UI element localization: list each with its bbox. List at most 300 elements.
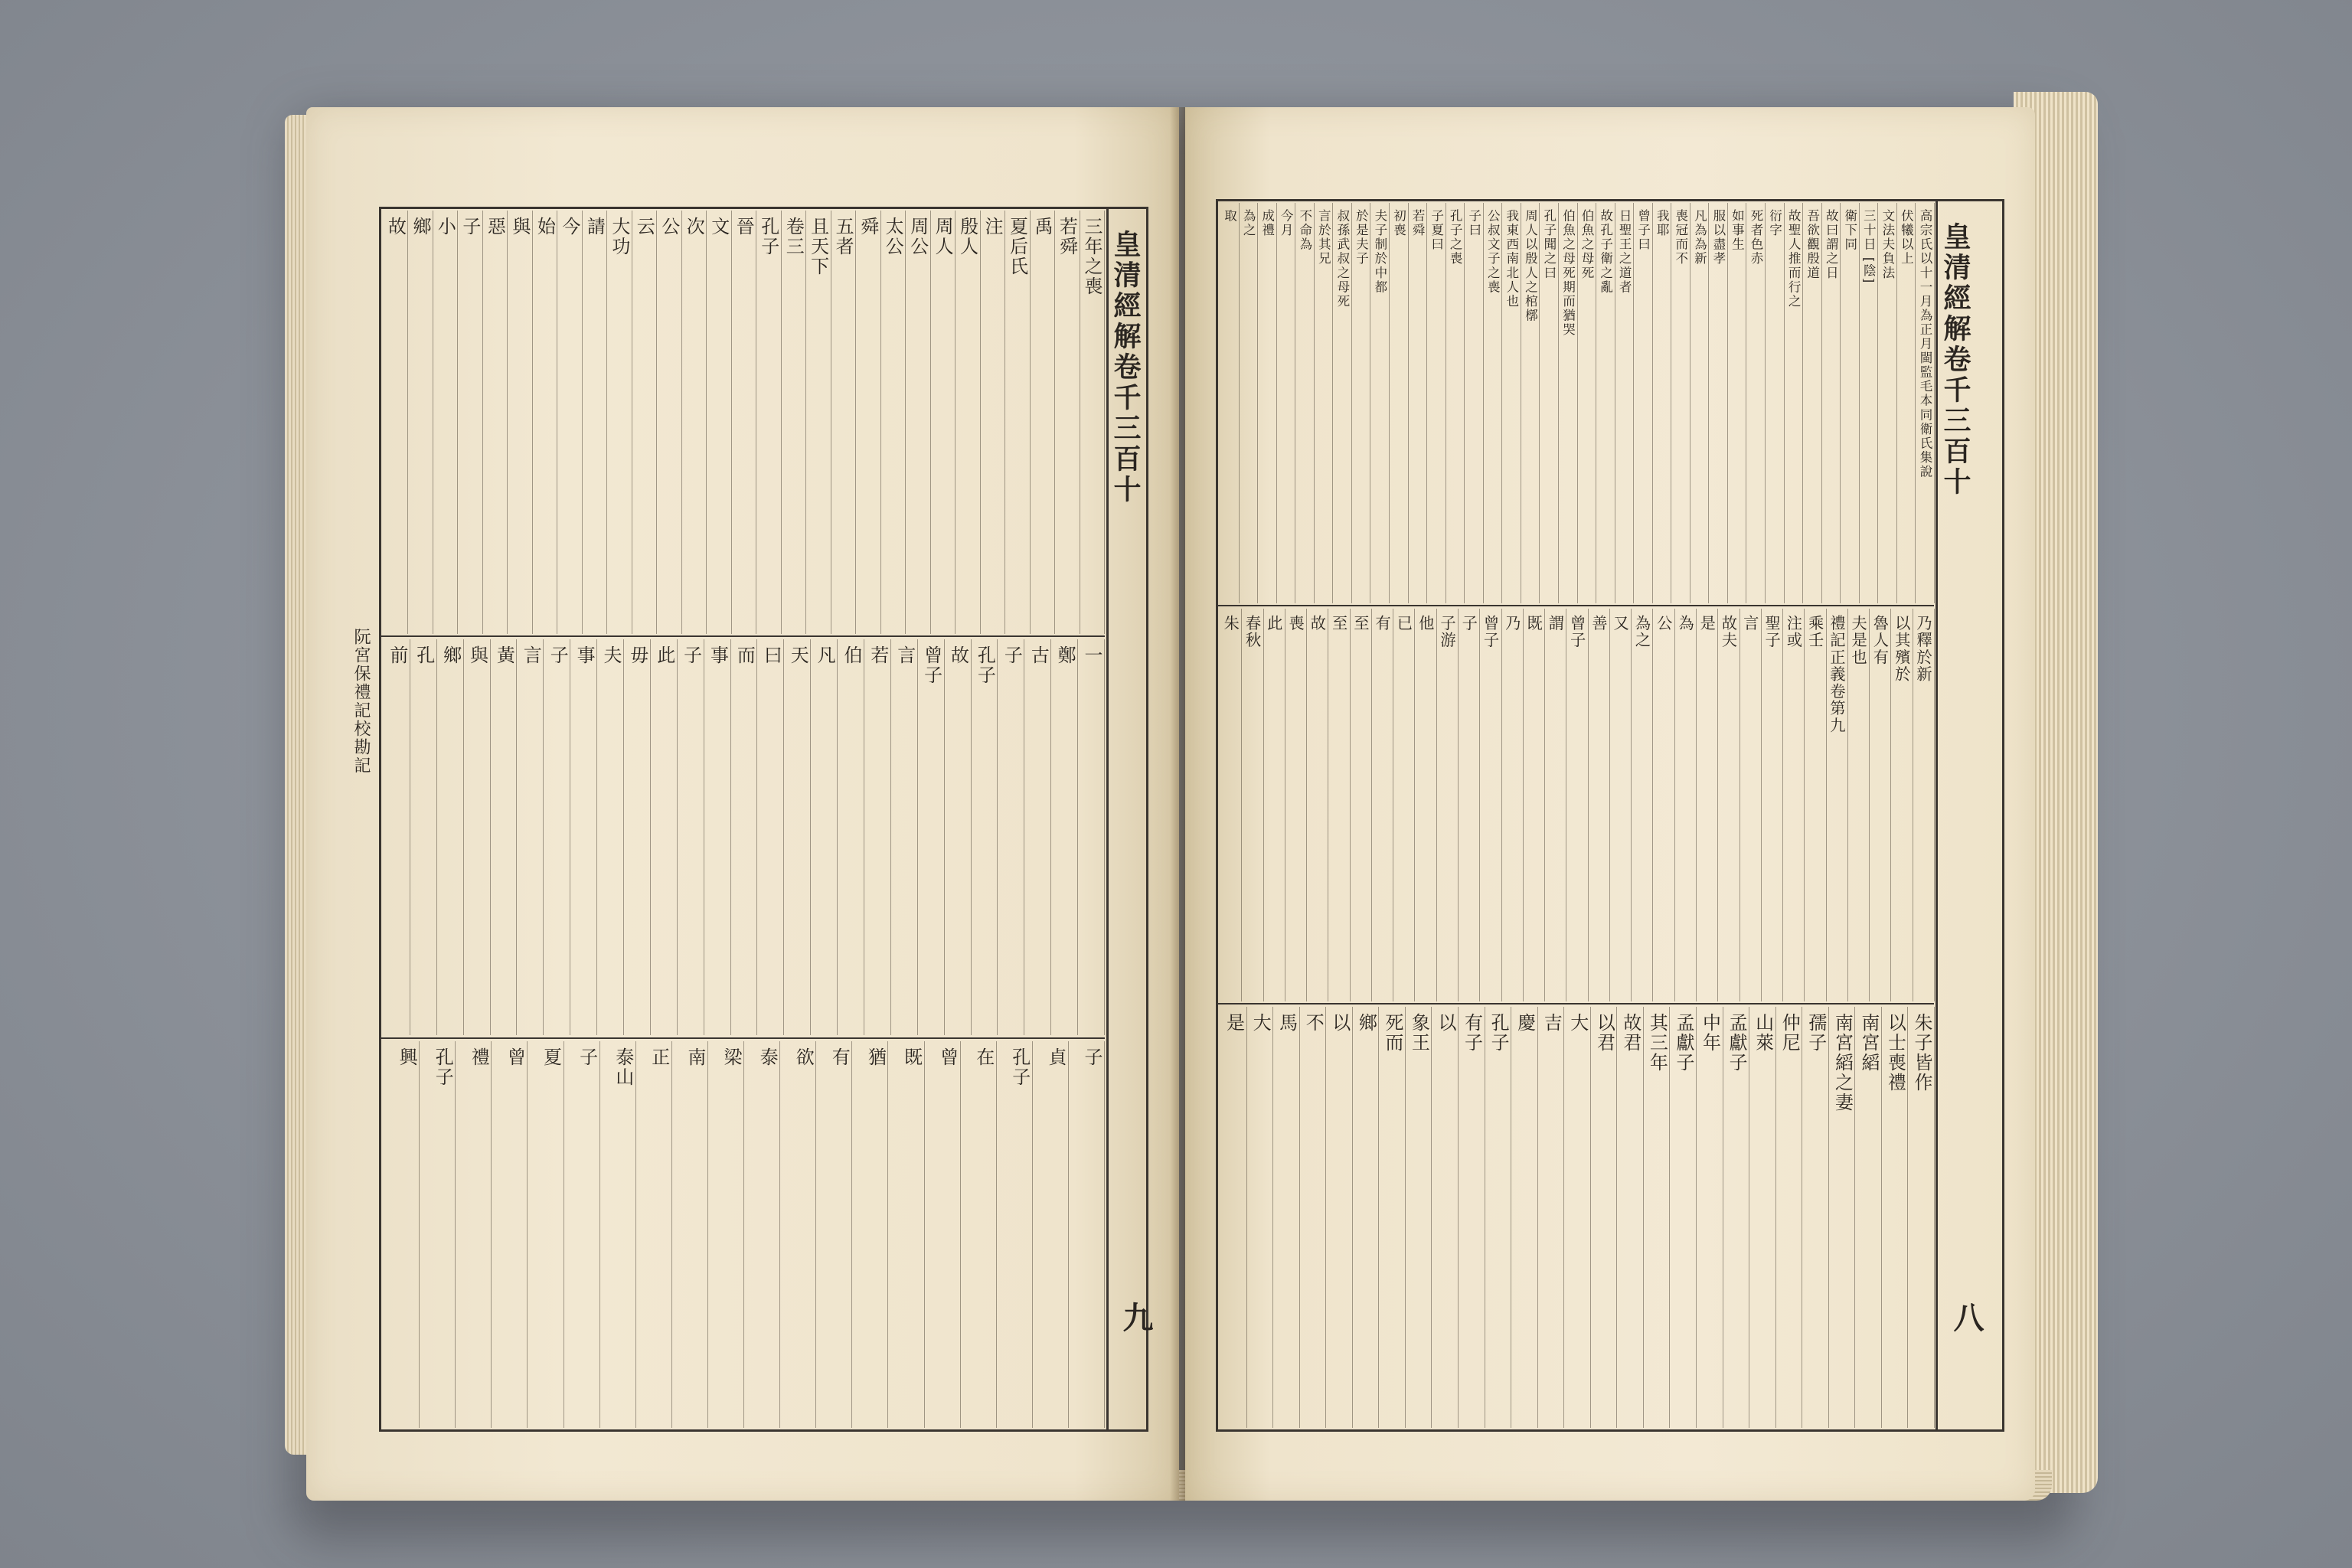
column-rule [1544, 609, 1545, 1001]
column-rule [1890, 609, 1891, 1001]
text-column: 朱子皆作 [1910, 1013, 1932, 1093]
left-folio: 九 [1118, 1302, 1154, 1332]
text-column: 子 [459, 217, 481, 237]
text-column: 故君 [1619, 1013, 1642, 1053]
text-column: 大 [1566, 1013, 1589, 1033]
column-rule [482, 211, 483, 634]
column-rule [997, 639, 998, 1035]
text-column: 故 [1308, 615, 1327, 632]
column-rule [543, 639, 544, 1035]
left-page [306, 107, 1179, 1501]
text-column: 子夏曰 [1429, 209, 1444, 252]
text-column: 興 [396, 1047, 418, 1067]
column-rule [1352, 1007, 1353, 1428]
text-column: 善 [1589, 615, 1608, 632]
text-column: 以君 [1593, 1013, 1615, 1053]
text-column: 子 [1459, 615, 1478, 632]
text-column: 南宮縚 [1857, 1013, 1880, 1073]
column-rule [516, 639, 517, 1035]
column-rule [1241, 609, 1242, 1001]
column-rule [887, 1041, 888, 1428]
text-column: 猶 [864, 1047, 887, 1067]
text-column: 子曰 [1466, 209, 1481, 238]
column-rule [890, 639, 891, 1035]
text-column: 南宮縚之妻 [1831, 1013, 1854, 1112]
text-column: 他 [1416, 615, 1435, 632]
column-rule [1523, 609, 1524, 1001]
text-column: 伏犧以上 [1899, 209, 1914, 266]
text-column: 太公 [882, 217, 904, 256]
text-column: 而 [733, 645, 756, 665]
column-rule [1257, 203, 1258, 603]
column-rule [743, 1041, 744, 1428]
column-rule [1539, 203, 1540, 603]
text-column: 三十日 [陰] [1861, 209, 1877, 285]
text-column: 周人以殷人之棺槨 [1523, 209, 1538, 323]
column-rule [1501, 203, 1502, 603]
text-column: 小 [434, 217, 456, 237]
column-rule [527, 1041, 528, 1428]
text-column: 孔子 [757, 217, 779, 256]
column-rule [623, 639, 624, 1035]
column-rule [731, 211, 732, 634]
column-rule [1896, 203, 1897, 603]
text-column: 以士喪禮 [1884, 1013, 1906, 1093]
text-column: 有子 [1461, 1013, 1483, 1053]
column-rule [1761, 609, 1762, 1001]
text-column: 文 [707, 217, 730, 237]
column-rule [1708, 203, 1709, 603]
column-rule [1030, 211, 1031, 634]
column-rule [1378, 1007, 1379, 1428]
text-column: 公 [1654, 615, 1673, 632]
text-column: 鄭 [1054, 645, 1076, 665]
text-column: 不 [1302, 1013, 1325, 1033]
column-rule [1272, 1007, 1273, 1428]
text-column: 在 [972, 1047, 995, 1067]
text-column: 言於其兄 [1316, 209, 1331, 266]
text-column: 故 [947, 645, 969, 665]
text-column: 曾子 [1481, 615, 1500, 649]
column-rule [1351, 203, 1352, 603]
text-column: 鄉 [409, 217, 431, 237]
text-column: 象王 [1408, 1013, 1430, 1053]
column-rule [507, 211, 508, 634]
column-rule [779, 1041, 780, 1428]
text-column: 言 [520, 645, 542, 665]
column-rule [1934, 203, 1935, 603]
column-rule [1431, 1007, 1432, 1428]
text-column: 始 [534, 217, 556, 237]
column-rule [1299, 1007, 1300, 1428]
column-rule [1350, 609, 1351, 1001]
text-column: 有 [1373, 615, 1392, 632]
column-rule [707, 1041, 708, 1428]
text-column: 禮記正義卷第九 [1827, 615, 1846, 734]
column-rule [955, 211, 956, 634]
text-column: 死而 [1381, 1013, 1403, 1053]
left-running-title: 皇清經解卷千三百十 [1109, 230, 1142, 505]
text-column: 孔子 [432, 1047, 454, 1087]
column-rule [960, 1041, 961, 1428]
text-column: 以其殯於 [1892, 615, 1911, 684]
text-column: 謂 [1546, 615, 1565, 632]
column-rule [1458, 1007, 1459, 1428]
column-rule [1821, 203, 1822, 603]
column-rule [1652, 203, 1653, 603]
text-column: 若舜 [1410, 209, 1426, 238]
text-column: 至 [1351, 615, 1370, 632]
column-rule [650, 639, 651, 1035]
column-rule [1881, 1007, 1882, 1428]
column-rule [855, 211, 856, 634]
text-column: 曰 [760, 645, 782, 665]
left-divider-1 [381, 635, 1105, 637]
column-rule [1314, 203, 1315, 603]
text-column: 今 [558, 217, 580, 237]
text-column: 乃釋於新 [1913, 615, 1932, 684]
text-column: 欲 [792, 1047, 815, 1067]
text-column: 晉 [733, 217, 755, 237]
column-rule [656, 211, 657, 634]
column-rule [1050, 639, 1051, 1035]
text-column: 注或 [1784, 615, 1803, 649]
text-column: 子 [1001, 645, 1023, 665]
column-rule [606, 211, 607, 634]
column-rule [1436, 609, 1437, 1001]
column-rule [1239, 203, 1240, 603]
column-rule [1674, 609, 1675, 1001]
column-rule [1802, 203, 1803, 603]
column-rule [851, 1041, 852, 1428]
text-column: 子 [576, 1047, 598, 1067]
text-column: 禹 [1031, 217, 1054, 237]
text-column: 孔子之喪 [1448, 209, 1463, 266]
column-rule [1104, 211, 1105, 634]
column-rule [1775, 1007, 1776, 1428]
column-rule [532, 211, 533, 634]
text-column: 死者色赤 [1749, 209, 1764, 266]
column-rule [815, 1041, 816, 1428]
text-column: 殷人 [956, 217, 978, 256]
column-rule [1616, 1007, 1617, 1428]
text-column: 古 [1027, 645, 1050, 665]
text-column: 正 [648, 1047, 670, 1067]
column-rule [436, 639, 437, 1035]
text-column: 公 [658, 217, 680, 237]
text-column: 我東西南北人也 [1504, 209, 1519, 309]
column-rule [1325, 1007, 1326, 1428]
text-column: 云 [633, 217, 655, 237]
text-column: 喪冠而不 [1673, 209, 1688, 266]
column-rule [756, 639, 757, 1035]
text-column: 故夫 [1719, 615, 1738, 649]
column-rule [1784, 203, 1785, 603]
text-column: 吾欲觀殷道 [1805, 209, 1820, 280]
text-column: 不命為 [1297, 209, 1312, 252]
column-rule [1558, 203, 1559, 603]
text-column: 鄉 [1355, 1013, 1377, 1033]
column-rule [1068, 1041, 1069, 1428]
text-column: 請 [583, 217, 606, 237]
column-rule [1804, 609, 1805, 1001]
column-rule [917, 639, 918, 1035]
column-rule [730, 639, 731, 1035]
text-column: 既 [900, 1047, 923, 1067]
column-rule [1577, 203, 1578, 603]
text-column: 曾子 [1567, 615, 1586, 649]
column-rule [1840, 203, 1841, 603]
text-column: 吉 [1540, 1013, 1563, 1033]
column-rule [996, 1041, 997, 1428]
text-column: 有 [828, 1047, 851, 1067]
column-rule [1004, 211, 1005, 634]
text-column: 此 [653, 645, 675, 665]
text-column: 馬 [1276, 1013, 1298, 1033]
column-rule [1263, 609, 1264, 1001]
column-rule [1501, 609, 1502, 1001]
column-rule [1609, 609, 1610, 1001]
text-column: 夫是也 [1849, 615, 1868, 666]
text-column: 曾子曰 [1635, 209, 1651, 252]
column-rule [1405, 1007, 1406, 1428]
column-rule [677, 639, 678, 1035]
text-column: 喪 [1286, 615, 1305, 632]
text-column: 周公 [906, 217, 929, 256]
text-column: 孔 [413, 645, 435, 665]
column-rule [1877, 203, 1878, 603]
text-column: 凡 [814, 645, 836, 665]
column-rule [1631, 609, 1632, 1001]
text-column: 若舜 [1056, 217, 1078, 256]
column-rule [971, 639, 972, 1035]
text-column: 乃 [1502, 615, 1521, 632]
text-column: 南 [684, 1047, 706, 1067]
text-column: 於是夫子 [1354, 209, 1369, 266]
column-rule [681, 211, 682, 634]
text-column: 子 [1080, 1047, 1102, 1067]
column-rule [1426, 203, 1427, 603]
left-title-divider [1106, 207, 1109, 1432]
column-rule [1306, 609, 1307, 1001]
text-column: 大功 [608, 217, 630, 256]
text-column: 言 [1740, 615, 1759, 632]
column-rule [491, 1041, 492, 1428]
text-column: 泰山 [612, 1047, 634, 1087]
column-rule [805, 211, 806, 634]
column-rule [980, 211, 981, 634]
column-rule [1104, 1041, 1105, 1428]
column-rule [837, 639, 838, 1035]
text-column: 為之 [1241, 209, 1256, 238]
text-column: 與 [466, 645, 488, 665]
text-column: 夏后氏 [1006, 217, 1028, 276]
text-column: 已 [1394, 615, 1413, 632]
column-rule [1915, 203, 1916, 603]
text-column: 禮 [468, 1047, 490, 1067]
column-rule [905, 211, 906, 634]
text-column: 事 [707, 645, 729, 665]
text-column: 天 [787, 645, 809, 665]
column-rule [1869, 609, 1870, 1001]
text-column: 故孔子衛之亂 [1598, 209, 1613, 295]
text-column: 子游 [1437, 615, 1456, 649]
column-rule [706, 211, 707, 634]
text-column: 為之 [1632, 615, 1651, 649]
text-column: 三年之喪 [1080, 217, 1102, 296]
text-column: 黃 [493, 645, 515, 665]
text-column: 注 [982, 217, 1004, 237]
text-column: 大 [1250, 1013, 1272, 1033]
text-column: 曾子 [920, 645, 942, 685]
text-column: 既 [1524, 615, 1544, 632]
column-rule [1332, 203, 1333, 603]
text-column: 次 [683, 217, 705, 237]
text-column: 仲尼 [1779, 1013, 1801, 1053]
column-rule [1643, 1007, 1644, 1428]
column-rule [1464, 203, 1465, 603]
text-column: 孟獻子 [1726, 1013, 1748, 1073]
text-column: 凡為為新 [1692, 209, 1707, 266]
text-column: 且天下 [807, 217, 829, 276]
text-column: 至 [1329, 615, 1348, 632]
column-rule [1588, 609, 1589, 1001]
column-rule [1633, 203, 1634, 603]
text-column: 夫 [599, 645, 622, 665]
text-column: 子 [680, 645, 702, 665]
column-rule [1859, 203, 1860, 603]
right-running-title: 皇清經解卷千三百十 [1939, 222, 1971, 498]
column-rule [1483, 203, 1484, 603]
text-column: 我耶 [1655, 209, 1670, 238]
column-rule [1414, 609, 1415, 1001]
column-rule [1371, 609, 1372, 1001]
column-rule [463, 639, 464, 1035]
column-rule [1828, 1007, 1829, 1428]
text-column: 日聖王之道者 [1617, 209, 1632, 295]
column-rule [1934, 1007, 1935, 1428]
column-rule [1276, 203, 1277, 603]
column-rule [1077, 639, 1078, 1035]
column-rule [1727, 203, 1728, 603]
text-column: 此 [1264, 615, 1283, 632]
text-column: 孔子 [1008, 1047, 1031, 1087]
column-rule [1907, 1007, 1908, 1428]
column-rule [810, 639, 811, 1035]
text-column: 曾 [936, 1047, 959, 1067]
text-column: 成禮 [1259, 209, 1275, 238]
text-column: 取 [1222, 209, 1237, 224]
text-column: 故 [384, 217, 407, 237]
left-side-label: 阮宮保禮記校勘記 [351, 628, 371, 775]
column-rule [1934, 609, 1935, 1001]
right-folio: 八 [1949, 1302, 1984, 1332]
text-column: 慶 [1514, 1013, 1536, 1033]
column-rule [1826, 609, 1827, 1001]
text-column: 叔孫武叔之母死 [1334, 209, 1350, 309]
text-column: 伯魚之母死 [1579, 209, 1595, 280]
text-column: 為 [1675, 615, 1694, 632]
text-column: 高宗氏以十一月為正月閩監毛本同衛氏集說 [1917, 209, 1932, 479]
text-column: 與 [508, 217, 531, 237]
column-rule [930, 211, 931, 634]
text-column: 衍字 [1767, 209, 1782, 238]
text-column: 公叔文子之喪 [1485, 209, 1501, 295]
column-rule [490, 639, 491, 1035]
column-rule [1765, 203, 1766, 603]
text-column: 魯人有 [1870, 615, 1890, 666]
column-rule [599, 1041, 600, 1428]
column-rule [1717, 609, 1718, 1001]
column-rule [455, 1041, 456, 1428]
text-column: 服以盡孝 [1710, 209, 1726, 266]
text-column: 故聖人推而行之 [1786, 209, 1802, 309]
text-column: 夏 [540, 1047, 562, 1067]
text-column: 孟獻子 [1672, 1013, 1694, 1073]
column-rule [407, 211, 408, 634]
column-rule [596, 639, 597, 1035]
text-column: 舜 [857, 217, 879, 237]
column-rule [1537, 1007, 1538, 1428]
text-column: 前 [386, 645, 408, 665]
text-column: 孔子聞之曰 [1541, 209, 1557, 280]
text-column: 夫子制於中都 [1372, 209, 1387, 295]
text-column: 文法夫負法 [1880, 209, 1895, 280]
text-column: 以 [1434, 1013, 1456, 1033]
column-rule [1854, 1007, 1855, 1428]
text-column: 乘壬 [1805, 615, 1824, 649]
column-rule [1563, 1007, 1564, 1428]
column-rule [1847, 609, 1848, 1001]
text-column: 其三年 [1646, 1013, 1668, 1073]
column-rule [1408, 203, 1409, 603]
column-rule [1652, 609, 1653, 1001]
text-column: 伯 [840, 645, 862, 665]
column-rule [1458, 609, 1459, 1001]
column-rule [1669, 1007, 1670, 1428]
column-rule [1590, 1007, 1591, 1428]
column-rule [1696, 609, 1697, 1001]
column-rule [1389, 203, 1390, 603]
text-column: 一 [1080, 645, 1102, 665]
text-column: 孔子 [1488, 1013, 1510, 1053]
text-column: 故曰謂之日 [1824, 209, 1839, 280]
text-column: 如事生 [1730, 209, 1745, 252]
text-column: 曾 [504, 1047, 526, 1067]
column-rule [1479, 609, 1480, 1001]
column-rule [924, 1041, 925, 1428]
text-column: 伯魚之母死期而猶哭 [1560, 209, 1576, 337]
column-rule [1696, 1007, 1697, 1428]
text-column: 卷三 [782, 217, 805, 256]
text-column: 鄉 [439, 645, 462, 665]
column-rule [419, 1041, 420, 1428]
text-column: 又 [1611, 615, 1630, 632]
text-column: 春秋 [1243, 615, 1262, 649]
text-column: 衛下同 [1842, 209, 1857, 252]
text-column: 惡 [484, 217, 506, 237]
left-divider-2 [381, 1037, 1105, 1039]
text-column: 山萊 [1752, 1013, 1774, 1053]
column-rule [457, 211, 458, 634]
text-column: 梁 [720, 1047, 742, 1067]
text-column: 以 [1328, 1013, 1351, 1033]
text-column: 孔子 [974, 645, 996, 685]
text-column: 初喪 [1391, 209, 1406, 238]
right-divider-2 [1218, 1003, 1934, 1004]
text-column: 事 [573, 645, 596, 665]
text-column: 周人 [932, 217, 954, 256]
